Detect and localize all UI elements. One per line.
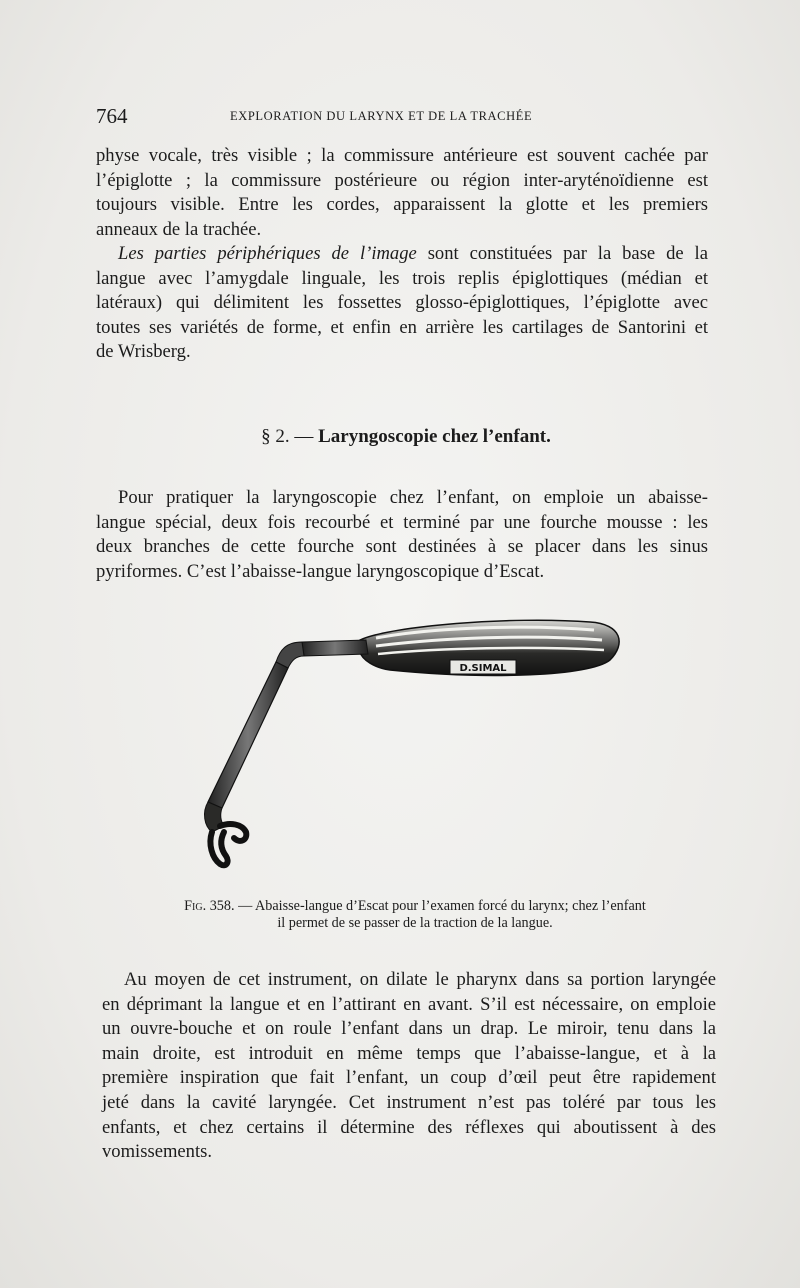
tongue-depressor-figure xyxy=(190,612,630,882)
text-line: Pour pratiquer la laryngoscopie chez l’enfant, on emploie un abaisse- xyxy=(118,487,708,508)
text-line: latéraux) qui délimitent les fossettes glosso-épiglottiques, l’épiglotte avec xyxy=(96,292,708,314)
text-line: toutes ses variétés de forme, et enfin en arrière les cartilages de Santorini et xyxy=(96,316,708,338)
text-line: première inspiration que fait l’enfant, un coup d’œil peut être rapidement xyxy=(102,1067,716,1089)
text-line: jeté dans la cavité laryngée. Cet instrument n’est pas toléré par tous les xyxy=(102,1091,716,1113)
text-line: Au moyen de cet instrument, on dilate le pharynx dans sa portion laryngée xyxy=(124,969,716,990)
text-line: en déprimant la langue et en l’attirant en avant. S’il est nécessaire, on emploie xyxy=(102,993,716,1015)
text-line: deux branches de cette fourche sont destinées à se placer dans les sinus xyxy=(96,536,708,558)
text-line: anneaux de la trachée. xyxy=(96,218,262,240)
text-line: vomissements. xyxy=(102,1141,213,1163)
text-line: toujours visible. Entre les cordes, apparaissent la glotte et les premiers xyxy=(96,194,708,216)
text-line: un ouvre-bouche et on roule l’enfant dans un drap. Le miroir, tenu dans la xyxy=(102,1018,716,1040)
text-line: langue avec l’amygdale linguale, les trois replis épiglottiques (médian et xyxy=(96,267,708,289)
running-title: EXPLORATION DU LARYNX ET DE LA TRACHÉE xyxy=(230,109,533,123)
text-line: physe vocale, très visible ; la commissure antérieure est souvent cachée par xyxy=(96,145,708,166)
running-header xyxy=(96,104,716,128)
text-line: langue spécial, deux fois recourbé et terminé par une fourche mousse : les xyxy=(96,511,708,533)
text-line: l’épiglotte ; la commissure postérieure ou région inter-aryténoïdienne est xyxy=(96,169,708,191)
paragraph-child-laryngoscopy xyxy=(96,486,708,584)
text-line xyxy=(96,242,708,267)
section-number: § 2. — xyxy=(261,426,314,447)
figure-caption xyxy=(120,898,710,932)
text-line: main droite, est introduit en même temps que l’abaisse-langue, et à la xyxy=(102,1042,716,1064)
italic-lead: Les parties périphériques de l’image xyxy=(118,243,417,264)
page-number: 764 xyxy=(96,104,128,128)
paragraph-instrument-use xyxy=(102,968,716,1165)
text-line: pyriformes. C’est l’abaisse-langue laryngoscopique d’Escat. xyxy=(96,560,545,582)
engraver-mark: D.SIMAL xyxy=(459,663,507,674)
text-line: de Wrisberg. xyxy=(96,341,191,363)
paragraph-peripheral-parts xyxy=(96,242,708,365)
tongue-depressor-illustration xyxy=(190,612,630,882)
text-line: enfants, et chez certains il détermine des réflexes qui aboutissent à des xyxy=(102,1116,716,1138)
caption-text: il permet de se passer de la traction de la langue. xyxy=(277,915,553,931)
paragraph-vocal-process xyxy=(96,144,708,242)
figure-label: Fig. 358. xyxy=(184,898,235,914)
caption-text: — Abaisse-langue d’Escat pour l’examen forcé du larynx; chez l’enfant xyxy=(234,898,646,914)
section-title: Laryngoscopie chez l’enfant. xyxy=(318,426,551,447)
text-run: sont constituées par la base de la xyxy=(416,243,708,264)
section-heading xyxy=(96,426,716,448)
